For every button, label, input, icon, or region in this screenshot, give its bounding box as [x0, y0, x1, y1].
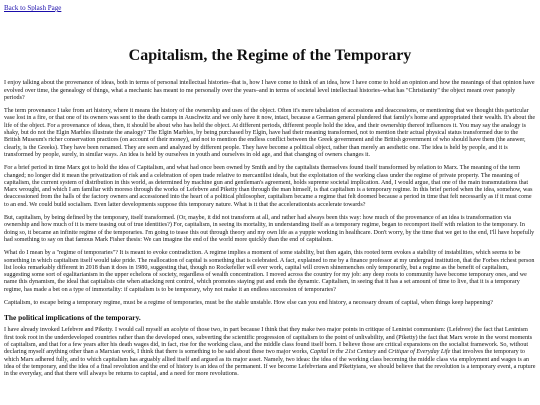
- paragraph: What do I mean by a "regime of temporaries"? It is meant to evoke contradiction. A regime implies a moment of some stability, but then again, this rooted term evokes a stability of instabilities, which seems to be something in which capitalism itself would take pride. The reallocation of capital is something that is celebrated. A fact, explained to me by a finance professor at my undergrad institution, that the Forbes richest person list looks remarkably different in 2018 than it does in 1980, suggesting that, though no Rockefeller will ever work, capital will crown shinemenches only temporarily, but a regime as the benefit of capitalism, suggesting some sort of egalitarianism in the upper echelons of society, regardless of wealth concentration. I moved across the country for my job: any deep roots to community have become temporary ones, and we name this dynamism, the ideal that capitalists cite when attacking rent control, which promotes staying put and ends the dynamic. Capitalism, in seeing that it has a set amount of time to live, that it is a temporary regime, has made a bet on a type of immortality: if capitalism is to be temporary, why not make it an endless succession of temporaries?: [4, 250, 535, 293]
- paragraph: But, capitalism, by being defined by the temporary, itself transformed. (Or, maybe, it did not transform at all, and rather had always been this way: how much of the provenance of an idea is transformation via ownership and how much of it is mere teasing out of true identities?) For, capitalism, in seeing its mortality, in understanding itself as a temporary regime, began to recomport itself with relation to the temporary. In doing so, it became an infinite regime of the temporaries. I'm going to tease this out through theory and my own life as a yuppie working in healthcare. Don't worry, by the time that we get to the end, I'll have hopefully had something to say on that famous Mark Fisher thesis: We can imagine the end of the world more quickly than the end of capitalism.: [4, 215, 535, 243]
- paragraph: For a brief period in time Marx got to hold the idea of Capitalism, and what had once been owned by Smith and by the capitalists themselves found itself transformed by relation to Marx. The meaning of the term changed; no longer did it mean the privatization of risk and a celebration of open trade relative to mercantilist ideals, but the exploitation of the working class under the regime of private property. The meaning of capitalism, the current system of distribution in this world, as determined by machine gun and gentleman's agreement, holds supreme societal implication. And, I would argue, that one of the main transmutations that Marx wrought, and which I am familiar with moreso through the works of Lefebvre and Piketty than through the man himself, is that capitalism is a temporary regime. In this brief period when the idea, somehow, was deaccessioned from the halls of the factory owners and accessioned into the heart of a political philosopher, capitalism became a regime that felt doomed because a period in time that felt necessarily as if it must come to an end. We could build socialism. Even latter developments suppose this temporary nature. What is it that the accelerationists accelerate towards?: [4, 165, 533, 208]
- paragraph-text: that involves the temporary to which Marx adhered fully, and to which capitalism has arguably allied itself and argued as its major asset. Namely, two ideas: the idea of the working class becoming the middle class via employment and wages is an idea of the temporary, and the idea of a final revolution and the end of history is an idea of the permanent. If we become Lefebvrians and Pikettyians, we should believe that the revolution is a temporary event, a rupture in the everyday, and that there will always be returns to capital, and a need for more revolutions.: [4, 349, 536, 378]
- paragraph: I enjoy talking about the provenance of ideas, both in terms of personal intellectual histories–that is, how I have come to think of an idea, how I have come to hold an opinion and how the meanings of that opinion have evolved over time, the genealogy of things, what a mechanic has meant to me personally over the years–and in terms of societal level intellectual histories–what has "Christianity" the object meant over panoply periods?: [4, 80, 535, 101]
- conjunction: and: [377, 349, 387, 356]
- paragraph: The term provenance I take from art history, where it means the history of the ownership and uses of the object. Often it's mere tabulation of accessions and deaccessions, or mentioning that we thought this particular vase lost in a fire, or that one of its owners was sent to the death camps in Auschwitz and we only have it now, intact, because a German general plundered that family's home and appropriated their wealth. It's about the life of the object. For a provenance of ideas, then, it should be about who has held the object. At different periods, different people hold the idea, and their ownership thereof influences it. You may say the analogy is shaky, but do not the Elgin Marbles illustrate the analogy? The Elgin Marbles, by being purchased by Elgin, have had their meaning transformed, not to mention their actual physical status transformed due to the British Museum's richer conservation practices (on account of their money), and not to mention the endless conflict between the Greek government and the British government of who should have them (the answer, clearly, is the Greeks). They have been renamed. They are seen and analyzed by different people. They have become a political object, rather than merely an aesthetic one. The idea is held by people, and it is transformed by people, surely, in similar ways. An idea is held by ourselves in youth and ourselves in old age, and that changing of owners changes it.: [4, 108, 536, 158]
- paragraph-with-citations: [4, 327, 536, 378]
- paragraph-text: I have already invoked Lefebvre and Piketty. I would call myself an acolyte of those two, in part because I think that they make two major points in critique of Leninist communism: (Lefebvre) the fact that Leninism first took root in the underdeveloped countries rather than the developed ones, subverting the scientific progression of capitalism to the point of unlivability, and (Piketty) the fact that Marx wrote in the worst moments of capitalism, and that for a few years after his death wages did, in fact, rise for the working class, and the middle class found itself born. I believe those are critical expansions on the socialist framework. So, without declaring myself anything other than a Marxian work, I think that there is something to be said about these two major works,: [4, 327, 533, 356]
- book-title-critique: Critique of Everyday Life: [388, 349, 451, 356]
- back-to-splash-link[interactable]: Back to Splash Page: [4, 4, 62, 12]
- book-title-capital: Capital in the 21st Century: [309, 349, 377, 356]
- section-heading: The political implications of the temporary.: [4, 313, 141, 323]
- page-title: Capitalism, the Regime of the Temporary: [128, 47, 412, 65]
- paragraph: Capitalism, to escape being a temporary regime, must be a regime of temporaries, must be the stable unstable. How else can you end history, a necessary dream of capital, when things keep happening?: [4, 300, 493, 307]
